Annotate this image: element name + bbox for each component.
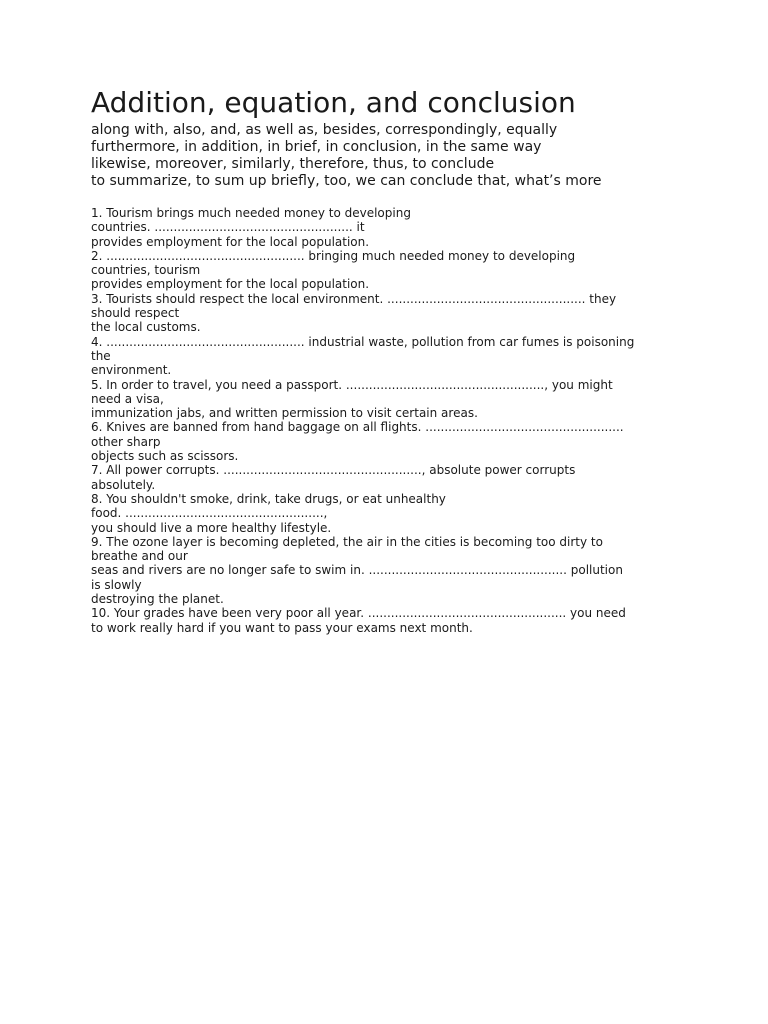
exercise-line: 7. All power corrupts. ...................................................., absolute power corrupts — [91, 463, 576, 478]
exercise-line: 6. Knives are banned from hand baggage on all flights. .................................................... — [91, 420, 624, 435]
exercise-line: countries. .................................................... it — [91, 220, 365, 235]
exercise-line: need a visa, — [91, 391, 164, 406]
linking-words-line: to summarize, to sum up briefly, too, we can conclude that, what’s more — [91, 173, 602, 189]
exercise-line: immunization jabs, and written permission to visit certain areas. — [91, 406, 478, 421]
exercise-line: 3. Tourists should respect the local environment. .................................................... they — [91, 291, 617, 306]
exercise-line: 1. Tourism brings much needed money to developing — [91, 206, 411, 220]
exercise-line: seas and rivers are no longer safe to swim in. .................................................... pollution — [91, 563, 623, 578]
linking-words-line: furthermore, in addition, in brief, in conclusion, in the same way — [91, 139, 542, 155]
exercise-line: objects such as scissors. — [91, 449, 239, 464]
exercise-line: you should live a more healthy lifestyle. — [91, 520, 332, 535]
exercise-line: provides employment for the local population. — [91, 234, 370, 249]
exercise-line: provides employment for the local population. — [91, 277, 370, 292]
exercise-line: to work really hard if you want to pass your exams next month. — [91, 620, 473, 635]
linking-words-line: likewise, moreover, similarly, therefore, thus, to conclude — [91, 156, 495, 172]
exercise-line: food. ...................................................., — [91, 506, 328, 521]
exercise-line: 4. .................................................... industrial waste, pollution from car fumes is poisoning — [91, 334, 635, 349]
exercise-line: should respect — [91, 306, 180, 321]
exercise-line: breathe and our — [91, 549, 188, 564]
exercise-line: countries, tourism — [91, 263, 201, 278]
exercise-line: 9. The ozone layer is becoming depleted, the air in the cities is becoming too dirty to — [91, 534, 603, 549]
exercise-line: absolutely. — [91, 477, 156, 492]
linking-words-line: along with, also, and, as well as, besides, correspondingly, equally — [91, 122, 558, 138]
exercise-line: other sharp — [91, 434, 161, 449]
exercise-line: 8. You shouldn't smoke, drink, take drugs, or eat unhealthy — [91, 491, 446, 506]
exercise-line: destroying the planet. — [91, 592, 224, 607]
exercise-line: is slowly — [91, 577, 142, 592]
exercise-line: the — [91, 348, 111, 363]
exercise-line: the local customs. — [91, 320, 201, 335]
exercise-line: 5. In order to travel, you need a passport. ...................................................., you might — [91, 377, 613, 392]
exercise-line: 10. Your grades have been very poor all year. .................................................... you need — [91, 606, 626, 621]
exercise-line: environment. — [91, 363, 172, 378]
document-title: Addition, equation, and conclusion — [91, 86, 576, 119]
document-page — [91, 84, 681, 635]
linking-words-list — [91, 122, 681, 190]
exercise-list — [91, 206, 681, 635]
exercise-line: 2. .................................................... bringing much needed money to developing — [91, 248, 576, 263]
